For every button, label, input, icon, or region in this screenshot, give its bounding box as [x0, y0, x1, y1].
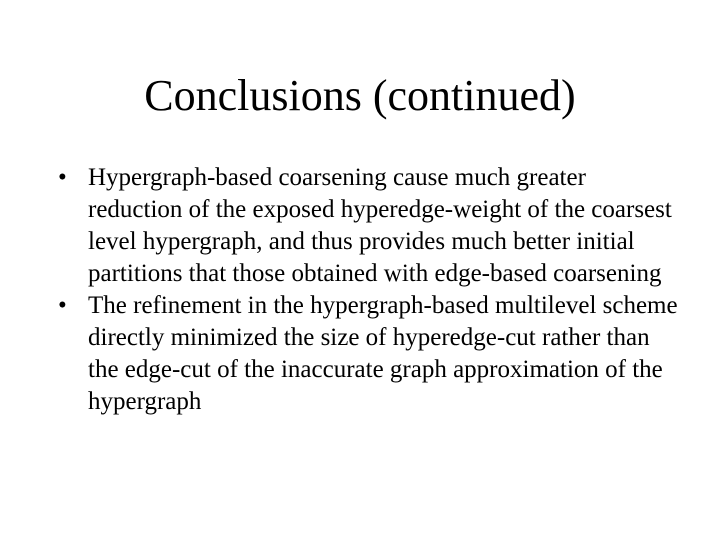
bullet-item-1 — [58, 162, 678, 290]
bullet-text-2: The refinement in the hypergraph-based multilevel scheme directly minimized the size of hyperedge-cut rather than the edge-cut of the inaccurate graph approximation of the hypergraph — [88, 292, 678, 415]
slide-title: Conclusions (continued) — [144, 71, 576, 120]
bullet-list — [58, 162, 678, 418]
bullet-dot-icon: • — [58, 292, 67, 319]
bullet-dot-icon: • — [58, 164, 67, 191]
bullet-text-1: Hypergraph-based coarsening cause much greater reduction of the exposed hyperedge-weight of the coarsest level hypergraph, and thus provides much better initial partitions that those obtained with edge-based coarsening — [88, 164, 672, 287]
bullet-item-2 — [58, 290, 678, 418]
